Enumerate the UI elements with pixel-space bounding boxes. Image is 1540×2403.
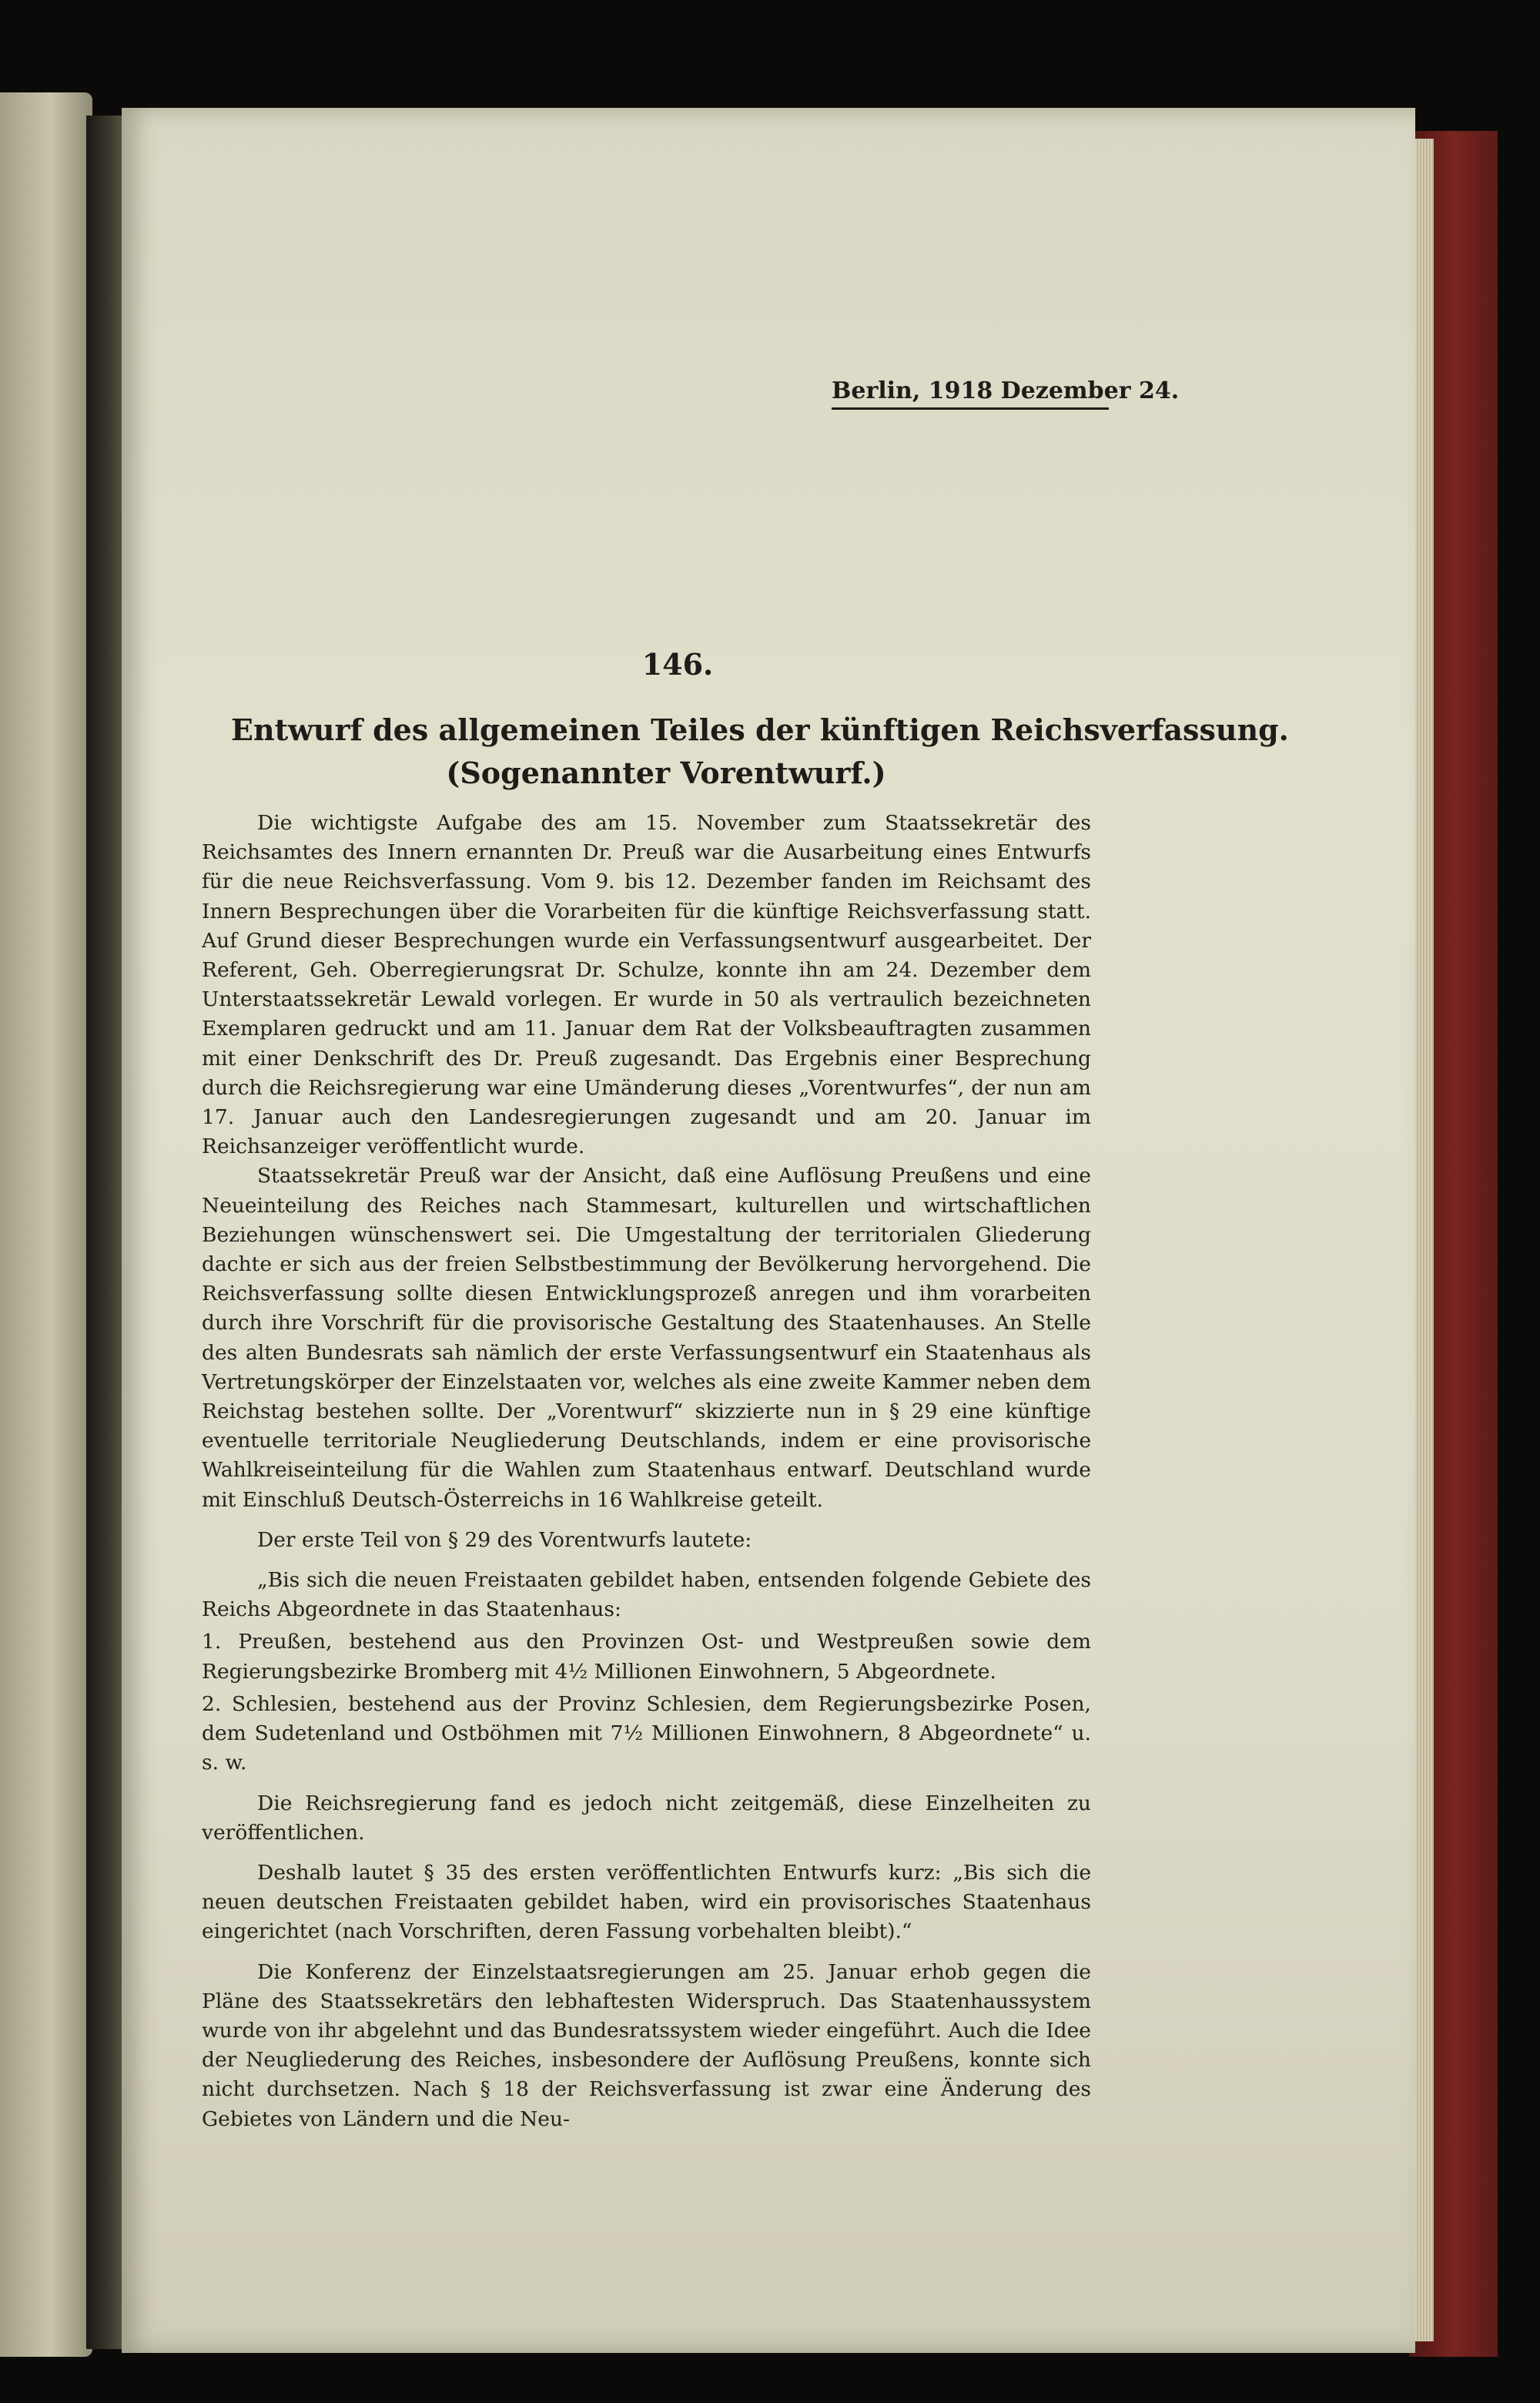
paragraph-7: Die Konferenz der Einzelstaatsregierungen am 25. Januar erhob gegen die Pläne des Staatssekretärs den lebhaftesten Widerspruch. Das Staatenhaussystem wurde von ihr abgelehnt und das Bundesratssystem wieder eingeführt. Auch die Idee der Neugliederung des Reiches, insbesondere der Auflösung Preußens, konnte sich nicht durchsetzen. Nach § 18 der Reichsverfassung ist zwar eine Änderung des Gebietes von Ländern und die Neu- (202, 1959, 1091, 2131)
paragraph-6: Deshalb lautet § 35 des ersten veröffentlichten Entwurfs kurz: „Bis sich die neuen deutschen Freistaaten gebildet haben, wird ein provisorisches Staatenhaus eingerichtet (nach Vorschriften, deren Fassung vorbehalten bleibt).“ (202, 1860, 1091, 1944)
paragraph-5: Die Reichsregierung fand es jedoch nicht zeitgemäß, diese Einzelheiten zu veröffentlichen. (202, 1791, 1091, 1845)
list-item-1: 1. Preußen, bestehend aus den Provinzen Ost- und Westpreußen sowie dem Regierungsbezirke Bromberg mit 4½ Millionen Einwohnern, 5 Abgeordnete. (202, 1630, 1091, 1684)
document-body (202, 809, 1091, 2134)
paragraph-2: Staatssekretär Preuß war der Ansicht, daß eine Auflösung Preußens und eine Neueinteilung des Reiches nach Stammesart, kulturellen und wirtschaftlichen Beziehungen wünschenswert sei. Die Umgestaltung der territorialen Gliederung dachte er sich aus der freien Selbstbestimmung der Bevölkerung hervorgehend. Die Reichsverfassung sollte diesen Entwicklungsprozeß anregen und ihm vorarbeiten durch ihre Vorschrift für die provisorische Gestaltung des Staatenhauses. An Stelle des alten Bundesrats sah nämlich der erste Verfassungsentwurf ein Staatenhaus als Vertretungskörper der Einzelstaaten vor, welches als eine zweite Kammer neben dem Reichstag bestehen sollte. Der „Vorentwurf“ skizzierte nun in § 29 eine künftige eventuelle territoriale Neugliederung Deutschlands, indem er eine provisorische Wahlkreiseinteilung für die Wahlen zum Staatenhaus entwarf. Deutschland wurde mit Einschluß Deutsch-Österreichs in 16 Wahlkreise geteilt. (202, 1164, 1091, 1512)
title-line-1: Entwurf des allgemeinen Teiles der künftigen Reichsverfassung. (231, 712, 1289, 747)
list-item-2: 2. Schlesien, bestehend aus der Provinz Schlesien, dem Regierungsbezirke Posen, dem Sudetenland und Ostböhmen mit 7½ Millionen Einwohnern, 8 Abgeordnete“ u. s. w. (202, 1691, 1091, 1775)
paragraph-4-quote: „Bis sich die neuen Freistaaten gebildet haben, entsenden folgende Gebiete des Reichs Abgeordnete in das Staatenhaus: (202, 1568, 1091, 1622)
title-line-2: (Sogenannter Vorentwurf.) (446, 756, 886, 790)
previous-page-edge (0, 92, 92, 2357)
paragraph-1: Die wichtigste Aufgabe des am 15. November zum Staatssekretär des Reichsamtes des Innern ernannten Dr. Preuß war die Ausarbeitung eines Entwurfs für die neue Reichsverfassung. Vom 9. bis 12. Dezember fanden im Reichsamt des Innern Besprechungen über die Vorarbeiten für die künftige Reichsverfassung statt. Auf Grund dieser Besprechungen wurde ein Verfassungsentwurf ausgearbeitet. Der Referent, Geh. Oberregierungsrat Dr. Schulze, konnte ihn am 24. Dezember dem Unterstaatssekretär Lewald vorlegen. Er wurde in 50 als vertraulich bezeichneten Exemplaren gedruckt und am 11. Januar dem Rat der Volksbeauftragten zusammen mit einer Denkschrift des Dr. Preuß zugesandt. Das Ergebnis einer Besprechung durch die Reichsregierung war eine Umänderung dieses „Vorentwurfes“, der nun am 17. Januar auch den Landesregierungen zugesandt und am 20. Januar im Reichsanzeiger veröffentlicht wurde. (202, 811, 1091, 1159)
dateline: Berlin, 1918 Dezember 24. (832, 377, 1109, 410)
document-title (231, 709, 1289, 795)
document-number: 146. (641, 647, 714, 682)
paragraph-3: Der erste Teil von § 29 des Vorentwurfs lautete: (257, 1527, 752, 1552)
book-gutter (86, 116, 123, 2349)
